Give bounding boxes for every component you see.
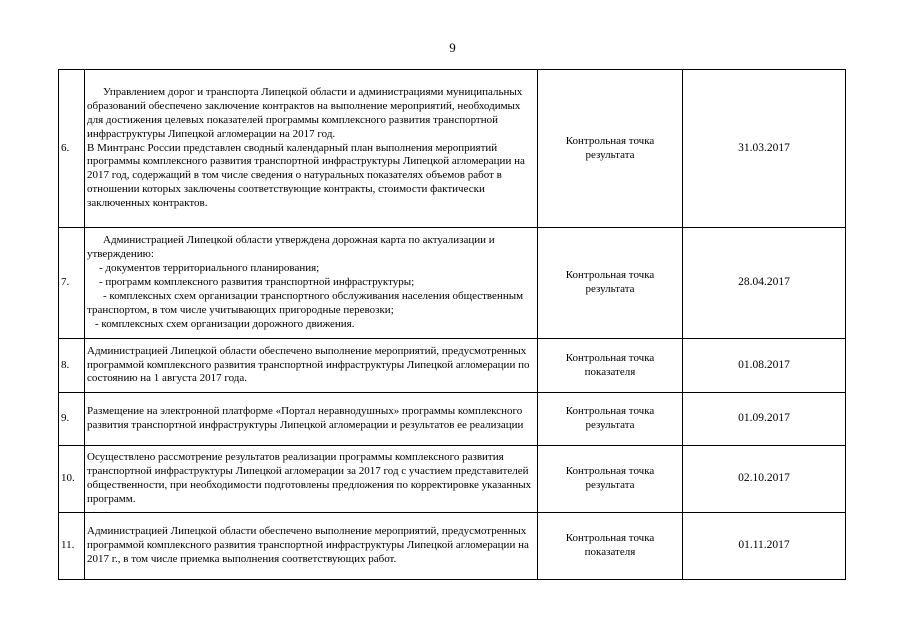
row-number: 11.	[59, 513, 85, 580]
row-milestone-type	[538, 513, 683, 580]
description-paragraph: Размещение на электронной платформе «Портал неравнодушных» программы комплексного развития транспортной инфраструктуры Липецкой агломерации и результатов ее реализации	[87, 405, 524, 431]
milestone-type-line: Контрольная точка	[565, 405, 655, 418]
milestone-type-line: Контрольная точка	[565, 351, 655, 364]
row-date: 01.11.2017	[683, 513, 846, 580]
row-description	[85, 513, 538, 580]
row-milestone-type	[538, 393, 683, 446]
row-number: 10.	[59, 446, 85, 513]
row-date: 31.03.2017	[683, 70, 846, 228]
milestones-table	[58, 69, 846, 580]
milestone-type-line: результата	[585, 419, 635, 431]
milestone-type-line: Контрольная точка	[565, 269, 655, 282]
row-milestone-type	[538, 228, 683, 339]
description-list-item: - комплексных схем организации дорожного движения.	[95, 317, 355, 330]
description-paragraph: Администрацией Липецкой области утверждена дорожная карта по актуализации и утверждению:	[87, 234, 495, 261]
milestone-type-line: показателя	[584, 365, 636, 378]
row-date: 02.10.2017	[683, 446, 846, 513]
table-row	[59, 339, 846, 393]
description-paragraph: В Минтранс России представлен сводный календарный план выполнения мероприятий программы комплексного развития транспортной инфраструктуры Липецкой агломерации на 2017 год, содержащий в том числе сведения о натуральных показателях объемов работ в отношении которых заключены соответствующие контракты, стоимости фактически заключенных контрактов.	[87, 141, 525, 210]
row-milestone-type	[538, 70, 683, 228]
description-list-item: - документов территориального планирования;	[99, 262, 320, 275]
row-description	[85, 70, 538, 228]
description-list-item: - комплексных схем организации транспортного обслуживания населения общественным транспортом, в том числе учитывающих пригородные перевозки;	[87, 289, 524, 316]
row-milestone-type	[538, 339, 683, 393]
milestone-type-line: результата	[585, 148, 635, 161]
table-row	[59, 228, 846, 339]
row-description	[85, 339, 538, 393]
description-list-item: - программ комплексного развития транспортной инфраструктуры;	[99, 276, 415, 289]
row-number: 6.	[59, 70, 85, 228]
table-row	[59, 70, 846, 228]
description-paragraph: Управлением дорог и транспорта Липецкой области и администрациями муниципальных образований обеспечено заключение контрактов на выполнение мероприятий, необходимых для достижения целевых показателей программы комплексного развития транспортной инфраструктуры Липецкой агломерации на 2017 год.	[87, 85, 523, 140]
milestone-type-line: результата	[585, 283, 635, 295]
row-description	[85, 228, 538, 339]
description-paragraph: Администрацией Липецкой области обеспечено выполнение мероприятий, предусмотренных программой комплексного развития транспортной инфраструктуры Липецкой агломерации на 2017 г., в том числе приемка выполнения соответствующих работ.	[87, 525, 529, 565]
row-number: 8.	[59, 339, 85, 393]
row-description	[85, 446, 538, 513]
row-description	[85, 393, 538, 446]
milestone-type-line: Контрольная точка	[565, 134, 655, 147]
description-paragraph: Администрацией Липецкой области обеспечено выполнение мероприятий, предусмотренных программой комплексного развития транспортной инфраструктуры Липецкой агломерации по состоянию на 1 августа 2017 года.	[87, 344, 530, 385]
row-number: 9.	[59, 393, 85, 446]
row-date: 28.04.2017	[683, 228, 846, 339]
table-row	[59, 393, 846, 446]
row-milestone-type	[538, 446, 683, 513]
description-paragraph: Осуществлено рассмотрение результатов реализации программы комплексного развития транспортной инфраструктуры Липецкой агломерации за 2017 год с участием представителей общественности, при необходимости подготовлены предложения по корректировке указанных программ.	[87, 451, 532, 505]
row-date: 01.08.2017	[683, 339, 846, 393]
table-row	[59, 446, 846, 513]
page-number: 9	[449, 40, 456, 55]
row-number: 7.	[59, 228, 85, 339]
row-date: 01.09.2017	[683, 393, 846, 446]
milestone-type-line: Контрольная точка	[565, 532, 655, 545]
milestone-type-line: Контрольная точка	[565, 465, 655, 478]
table-row	[59, 513, 846, 580]
milestone-type-line: результата	[585, 479, 635, 491]
milestone-type-line: показателя	[584, 546, 636, 558]
